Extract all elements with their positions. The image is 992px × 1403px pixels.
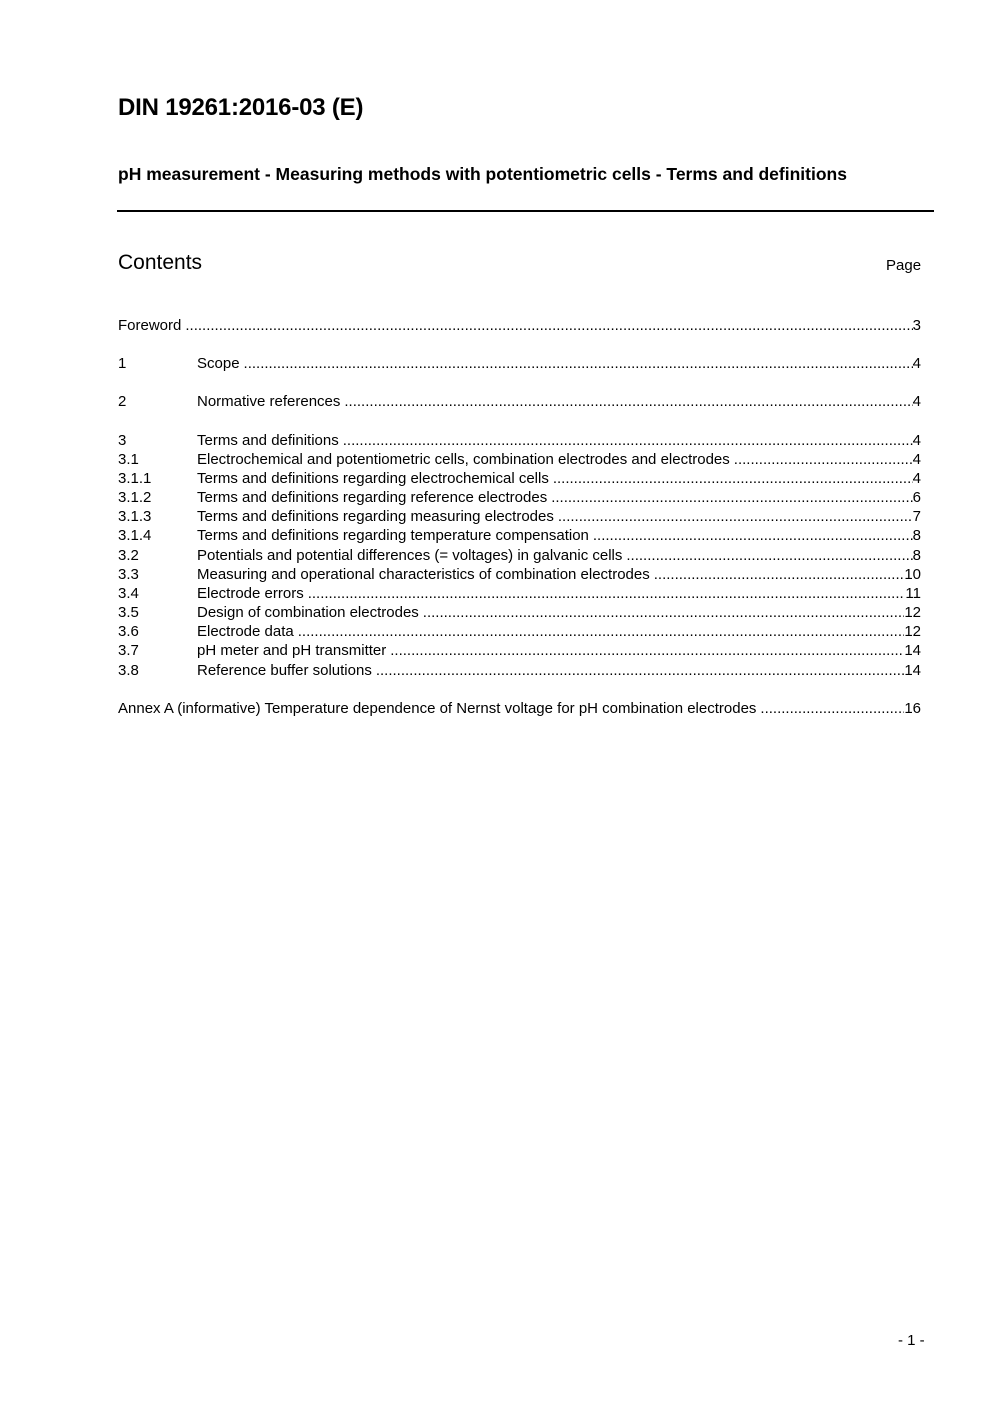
dot-leader bbox=[593, 526, 913, 545]
dot-leader bbox=[298, 622, 905, 641]
toc-entry-page: 12 bbox=[904, 623, 921, 640]
document-subtitle: pH measurement - Measuring methods with potentiometric cells - Terms and definitions bbox=[118, 164, 847, 184]
toc-entry-title: Terms and definitions regarding reference electrodes bbox=[197, 489, 548, 506]
toc-entry-foreword[interactable] bbox=[118, 316, 921, 335]
toc-entry-page: 4 bbox=[912, 470, 921, 487]
title-rule bbox=[117, 210, 934, 212]
toc-entry-3-7[interactable] bbox=[118, 641, 921, 660]
toc-entry-title: Terms and definitions regarding electrochemical cells bbox=[197, 470, 549, 487]
toc-entry-page: 8 bbox=[912, 547, 921, 564]
dot-leader bbox=[551, 488, 912, 507]
toc-entry-page: 10 bbox=[904, 566, 921, 583]
toc-entry-page: 4 bbox=[912, 393, 921, 410]
dot-leader bbox=[244, 354, 913, 373]
toc-entry-number: 3.1.2 bbox=[118, 489, 152, 506]
dot-leader bbox=[343, 431, 913, 450]
toc-entry-number: 3.1.3 bbox=[118, 508, 152, 525]
toc-entry-title: Measuring and operational characteristics of combination electrodes bbox=[197, 566, 650, 583]
toc-entry-title: Reference buffer solutions bbox=[197, 662, 372, 679]
toc-entry-page: 11 bbox=[905, 585, 921, 602]
dot-leader bbox=[308, 584, 906, 603]
toc-entry-title: Terms and definitions regarding measuring electrodes bbox=[197, 508, 554, 525]
footer-page-number: - 1 - bbox=[898, 1332, 925, 1349]
toc-entry-number: 3.1.1 bbox=[118, 470, 152, 487]
toc-entry-title: Electrode errors bbox=[197, 585, 304, 602]
dot-leader bbox=[558, 507, 913, 526]
toc-entry-title: Normative references bbox=[197, 393, 341, 410]
toc-entry-page: 7 bbox=[912, 508, 921, 525]
toc-entry-page: 12 bbox=[904, 604, 921, 621]
toc-entry-number: 3.2 bbox=[118, 547, 139, 564]
toc-entry-3-1-1[interactable] bbox=[118, 469, 921, 488]
toc-entry-3[interactable] bbox=[118, 431, 921, 450]
toc-entry-title: Scope bbox=[197, 355, 240, 372]
dot-leader bbox=[185, 316, 912, 335]
toc-entry-title: Annex A (informative) Temperature dependence of Nernst voltage for pH combination electrodes bbox=[118, 700, 757, 717]
toc-entry-title: Electrode data bbox=[197, 623, 294, 640]
toc-entry-number: 3.7 bbox=[118, 642, 139, 659]
toc-entry-page: 14 bbox=[904, 662, 921, 679]
toc-entry-3-2[interactable] bbox=[118, 546, 921, 565]
toc-entry-1[interactable] bbox=[118, 354, 921, 373]
dot-leader bbox=[553, 469, 913, 488]
toc-entry-3-1-3[interactable] bbox=[118, 507, 921, 526]
toc-entry-3-1-2[interactable] bbox=[118, 488, 921, 507]
toc-entry-page: 14 bbox=[904, 642, 921, 659]
toc-entry-3-1[interactable] bbox=[118, 450, 921, 469]
toc-entry-3-6[interactable] bbox=[118, 622, 921, 641]
dot-leader bbox=[626, 546, 912, 565]
toc-entry-title: Design of combination electrodes bbox=[197, 604, 419, 621]
toc-entry-page: 4 bbox=[912, 451, 921, 468]
toc-entry-3-3[interactable] bbox=[118, 565, 921, 584]
toc-entry-page: 8 bbox=[912, 527, 921, 544]
document-id: DIN 19261:2016-03 (E) bbox=[118, 94, 364, 121]
toc-entry-3-1-4[interactable] bbox=[118, 526, 921, 545]
toc-entry-title: Electrochemical and potentiometric cells, combination electrodes and electrodes bbox=[197, 451, 730, 468]
toc-entry-3-5[interactable] bbox=[118, 603, 921, 622]
toc-entry-title: pH meter and pH transmitter bbox=[197, 642, 387, 659]
toc-entry-title: Potentials and potential differences (= voltages) in galvanic cells bbox=[197, 547, 623, 564]
dot-leader bbox=[423, 603, 905, 622]
toc-entry-page: 6 bbox=[912, 489, 921, 506]
toc-entry-3-8[interactable] bbox=[118, 661, 921, 680]
toc-entry-number: 3.4 bbox=[118, 585, 139, 602]
toc-entry-2[interactable] bbox=[118, 392, 921, 411]
toc-entry-number: 3 bbox=[118, 432, 127, 449]
dot-leader bbox=[654, 565, 905, 584]
toc-entry-title: Foreword bbox=[118, 317, 182, 334]
dot-leader bbox=[390, 641, 904, 660]
toc-entry-number: 3.5 bbox=[118, 604, 139, 621]
toc-entry-page: 3 bbox=[912, 317, 921, 334]
contents-heading: Contents bbox=[118, 251, 203, 274]
toc-entry-number: 3.1 bbox=[118, 451, 139, 468]
toc-entry-title: Terms and definitions bbox=[197, 432, 339, 449]
toc-entry-page: 16 bbox=[904, 700, 921, 717]
toc-entry-number: 3.3 bbox=[118, 566, 139, 583]
toc-entry-number: 3.6 bbox=[118, 623, 139, 640]
toc-entry-number: 1 bbox=[118, 355, 127, 372]
toc-entry-3-4[interactable] bbox=[118, 584, 921, 603]
toc-entry-page: 4 bbox=[912, 355, 921, 372]
toc-entry-number: 3.1.4 bbox=[118, 527, 152, 544]
toc-entry-number: 2 bbox=[118, 393, 127, 410]
toc-entry-annex-a[interactable] bbox=[118, 699, 921, 718]
toc-entry-number: 3.8 bbox=[118, 662, 139, 679]
page-column-heading: Page bbox=[886, 257, 922, 274]
dot-leader bbox=[376, 661, 904, 680]
dot-leader bbox=[344, 392, 912, 411]
dot-leader bbox=[760, 699, 904, 718]
toc-entry-title: Terms and definitions regarding temperature compensation bbox=[197, 527, 589, 544]
dot-leader bbox=[734, 450, 913, 469]
toc-entry-page: 4 bbox=[912, 432, 921, 449]
